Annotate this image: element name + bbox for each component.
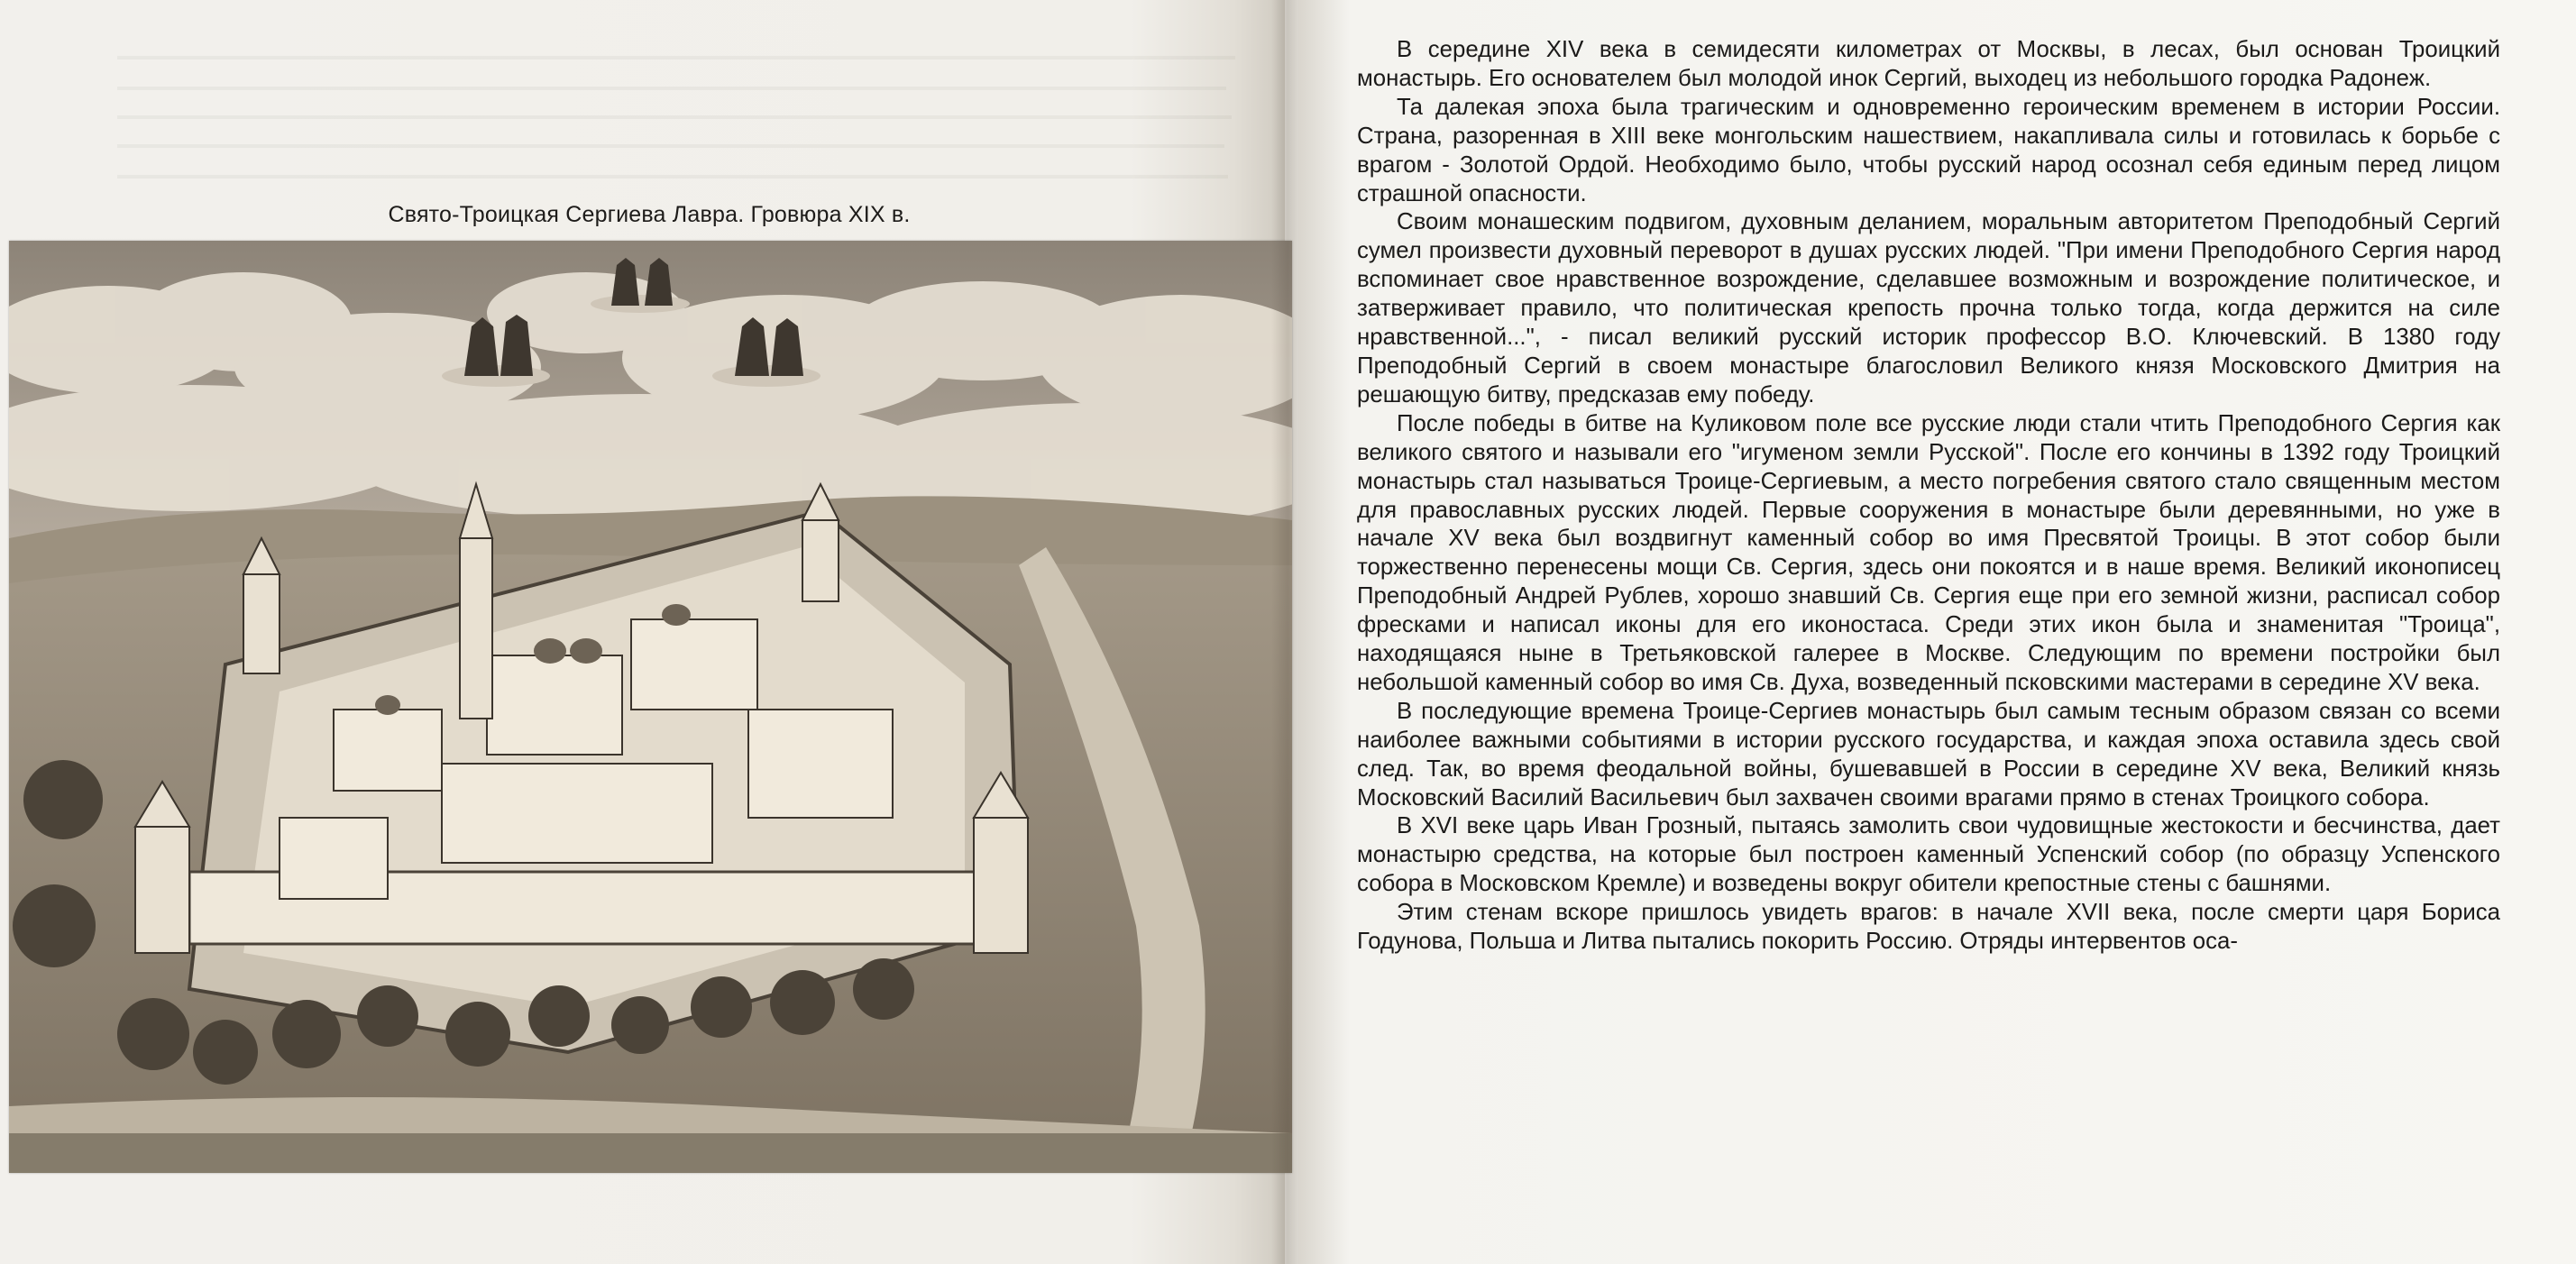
bleed-through-line xyxy=(117,144,1224,148)
bleed-through-line xyxy=(117,175,1228,179)
paragraph: После победы в битве на Куликовом поле все русские люди стали чтить Преподобного Сергия как великого святого и называли его "игуменом земли Русской". После его кончины в 1392 году Троицкий монастырь стал называться Троице-Сергиевым, а место погребения святого стало священным местом для православных русских людей. Первые сооружения в монастыре были деревянными, но уже в начале XV века был воздвигнут каменный собор во имя Пресвятой Троицы. В этот собор были торжественно перенесены мощи Св. Сергия, здесь они покоятся и в наше время. Великий иконописец Преподобный Андрей Рублев, хорошо знавший Св. Сергия еще при его земной жизни, расписал собор фресками и написал иконы для его иконостаса. Среди этих икон была и знаменитая "Троица", находящаяся ныне в Третьяковской галерее в Москве. Следующим по времени постройки был небольшой каменный собор во имя Св. Духа, возведенный псковскими мастерами в середине XV века. xyxy=(1357,410,2500,695)
bleed-through-line xyxy=(117,87,1226,90)
paragraph: В XVI веке царь Иван Грозный, пытаясь замолить свои чудовищные жестокости и бесчинства, дает монастырю средства, на которые был построен каменный Успенский собор (по образцу Успенского собора в Московском Кремле) и возведены вокруг обители крепостные стены с башнями. xyxy=(1357,813,2500,897)
paragraph: Этим стенам вскоре пришлось увидеть врагов: в начале XVII века, после смерти царя Бориса Годунова, Польша и Литва пытались покорить Россию. Отряды интервентов оса- xyxy=(1357,900,2500,955)
article-text xyxy=(1357,36,2500,957)
bleed-through-line xyxy=(117,115,1232,119)
engraving-caption: Свято-Троицкая Сергиева Лавра. Гровюра XIX в. xyxy=(388,202,911,227)
paragraph: Своим монашеским подвигом, духовным деланием, моральным авторитетом Преподобный Сергий сумел произвести духовный переворот в душах русских людей. "При имени Преподобного Сергия народ вспоминает свое нравственное возрождение, сделавшее возможным и возрождение политическое, и затверживает правило, что политическая крепость прочна только тогда, когда держится на силе нравственной...", - писал великий русский историк профессор В.О. Ключевский. В 1380 году Преподобный Сергий в своем монастыре благословил Великого князя Московского Дмитрия на решающую битву, предсказав ему победу. xyxy=(1357,209,2500,408)
paragraph: В середине XIV века в семидесяти километрах от Москвы, в лесах, был основан Троицкий монастырь. Его основателем был молодой инок Сергий, выходец из небольшого городка Радонеж. xyxy=(1357,37,2500,91)
lavra-engraving-image xyxy=(9,241,1292,1173)
paragraph: В последующие времена Троице-Сергиев монастырь был самым тесным образом связан со всеми наиболее важными событиями в истории русского государства, и каждая эпоха оставила здесь свой след. Так, во время феодальной войны, бушевавшей в России в середине XV века, Великий князь Московский Василий Васильевич был захвачен своими врагами прямо в стенах Троицкого собора. xyxy=(1357,698,2500,811)
bleed-through-line xyxy=(117,56,1235,60)
engraving-illustration xyxy=(9,241,1292,1173)
paragraph: Та далекая эпоха была трагическим и одновременно героическим временем в истории России. Страна, разоренная в XIII веке монгольским нашествием, накапливала силы и готовилась к борьбе с врагом - Золотой Ордой. Необходимо было, чтобы русский народ осознал себя единым перед лицом страшной опасности. xyxy=(1357,94,2500,206)
left-page xyxy=(0,0,1285,1264)
